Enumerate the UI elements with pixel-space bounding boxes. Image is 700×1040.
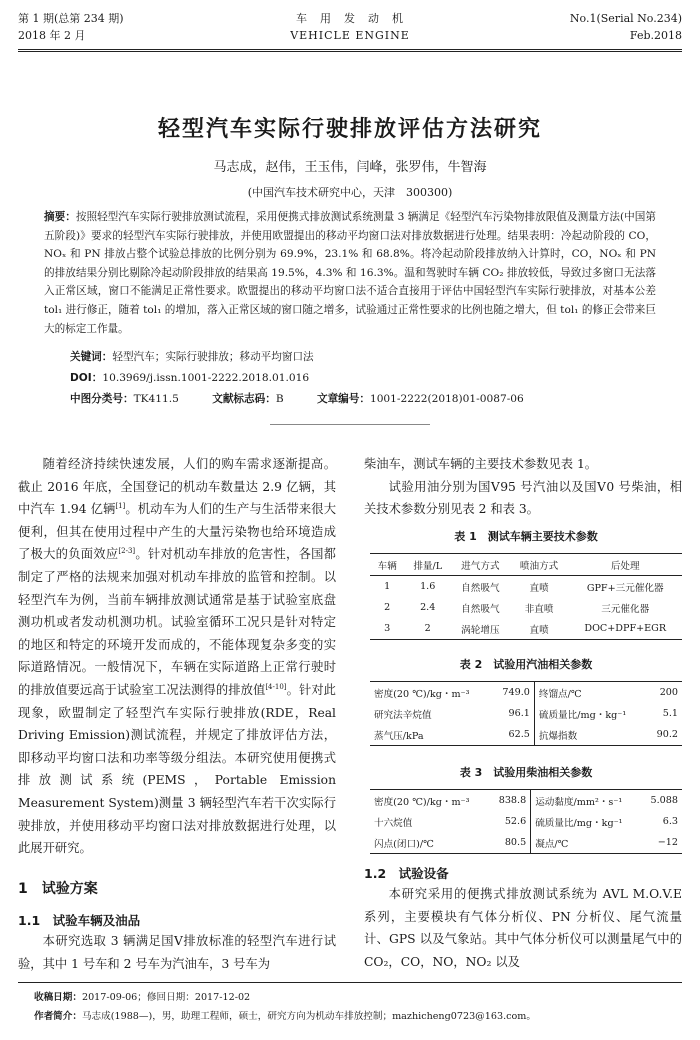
table-3 [370,789,682,854]
fuel-paragraph-text: 试验用油分别为国Ⅴ95 号汽油以及国Ⅴ0 号柴油，相关技术参数分别见表 2 和表 3。 [364,479,682,517]
citation-2: [2-3] [118,547,136,556]
table-cell: 非直喷 [524,603,554,615]
table-1 [370,553,682,640]
table-row [370,832,682,854]
table-cell: 自然吸气 [461,582,500,594]
table-cell: 自然吸气 [461,603,500,615]
issue-date: 2018 年 2 月 [18,29,86,42]
classification [70,392,524,406]
author-bio-text: 马志成(1988—)，男，助理工程师，硕士，研究方向为机动车排放控制；mazhicheng0723@163.com。 [81,1011,536,1022]
table-2-caption: 表 2 试验用汽油相关参数 [459,658,593,671]
table-cell: 80.5 [489,832,530,854]
table-cell: 2 [424,623,431,634]
header-rule-double [18,51,682,52]
table-cell: 5.1 [662,708,678,719]
doc-code-label: 文献标志码： [212,393,276,405]
abstract-text: 按照轻型汽车实际行驶排放测试流程，采用便携式排放测试系统测量 3 辆满足《轻型汽车污染物排放限值及测量方法(中国第五阶段)》要求的轻型汽车实际行驶排放，并使用欧盟提出的移动平均窗口法对排放数据进行处理。结果表明：冷起动阶段的 CO，NOₓ 和 PN 排放占整个试验总排放的比例分别为 69.9%，23.1% 和 68.8%。将冷起动阶段排放纳入计算时，CO，NOₓ 和 PN 的排放结果分别比剔除冷起动阶段排放的结果高 19.5%，4.3% 和 16.3%。温和驾驶时车辆 CO₂ 排放较低，导致过多窗口无法落入正常区域，窗口不能满足正常性要求。欧盟提出的移动平均窗口法不适合直接用于评估中国轻型汽车实际行驶排放，对基本公差 tol₁ 进行修正，随着 tol₁ 的增加，落入正常区域的窗口随之增多，试验通过正常性要求的比例也随之增大，但 tol₁ 的修正会带来巨大的标定工作量。 [44,211,656,335]
abstract-label: 摘要： [44,211,76,223]
table-cell: GPF+三元催化器 [586,582,664,594]
doi-label: DOI： [70,372,103,384]
table-cell: 终馏点/℃ [538,688,582,700]
clc-value: TK411.5 [133,393,179,405]
table-cell: 6.3 [662,816,678,827]
table-row [370,811,682,832]
table-1-header: 排量/L [413,560,443,572]
table-cell: 96.1 [492,703,534,724]
table-cell: 2 [384,602,391,613]
table-cell: 3 [384,623,391,634]
citation-1: [1] [115,502,126,511]
table-cell: DOC+DPF+EGR [584,623,667,634]
table-cell: 1.6 [420,581,436,592]
header-rule [18,49,682,50]
received-dates [34,991,250,1005]
intro-text-3: 。针对机动车排放的危害性，各国都制定了严格的法规来加强对机动车排放的监管和控制。以轻型汽车为例，当前车辆排放测试通常是基于试验室底盘测功机或者发动机测功机。试验室循环工况只是针对特定的地区和特定的环境开发而成的，不能体现复杂多变的实际道路情况。一般情况下，车辆在实际道路上正常行驶时的排放值要远高于试验室工况法测得的排放值 [18,547,336,697]
table-2 [370,681,682,746]
doi-text: 10.3969/j.issn.1001-2222.2018.01.016 [102,372,310,384]
table-cell: −12 [657,837,678,848]
table-1-header-row [370,554,682,576]
table-row [370,576,682,598]
table-cell: 52.6 [489,811,530,832]
intro-text-2: 。机动车为人们的生产与生活带来很大便利，但其在使用过程中产生的大量污染物也给环境造成了极大的负面效应 [18,502,336,562]
table-row [370,790,682,812]
article-number-label: 文章编号： [316,393,370,405]
intro-text-4: 。针对此现象，欧盟制定了轻型汽车实际行驶排放(RDE，Real Driving Emission)测试流程，并规定了排放评估方法，即移动平均窗口法和功率等级分组法。本研究使用便携式排放测试系统(PEMS，Portable Emission Measurement System)测量 3 辆轻型汽车若干次实际行驶排放，并使用移动平均窗口法对排放数据进行处理，以此展开研究。 [18,682,336,856]
table-cell: 直喷 [529,624,549,636]
table-row [370,703,682,724]
keywords [70,350,314,364]
section-heading-1-2: 1.2 试验设备 [364,866,449,881]
vehicle-paragraph [18,930,336,975]
doi [70,371,309,385]
table-cell: 直喷 [529,582,549,594]
table-cell: 1 [384,581,391,592]
intro-text-1: 随着经济持续快速发展，人们的购车需求逐渐提高。截止 2016 年底，全国登记的机动车数量达 2.9 亿辆，其中汽车 1.94 亿辆 [18,457,336,517]
table-cell: 研究法辛烷值 [374,709,432,721]
abstract-separator [270,424,430,425]
vehicle-paragraph-text: 本研究选取 3 辆满足国Ⅴ排放标准的轻型汽车进行试验，其中 1 号车和 2 号车为汽油车，3 号车为 [18,934,336,971]
table-1-header: 进气方式 [461,560,500,572]
table-1-header: 车辆 [377,560,397,572]
table-cell: 抗爆指数 [538,730,578,742]
equipment-paragraph [364,883,682,973]
issue-date-en: Feb.2018 [629,29,682,42]
table-cell: 运动黏度/mm²・s⁻¹ [535,796,623,808]
table-row [370,682,682,704]
table-cell: 涡轮增压 [461,624,500,636]
received-text: 2017-09-06；修回日期：2017-12-02 [81,992,251,1003]
equipment-paragraph-text: 本研究采用的便携式排放测试系统为 AVL M.O.V.E 系列，主要模块有气体分析仪、PN 分析仪、尾气流量计、GPS 以及气象站。其中气体分析仪可以测量尾气中的 CO₂，CO，NO，NO₂ 以及 [364,887,682,969]
paper-title: 轻型汽车实际行驶排放评估方法研究 [157,117,542,142]
table-cell: 2.4 [420,602,436,613]
keywords-text: 轻型汽车；实际行驶排放；移动平均窗口法 [112,351,314,363]
table-row [370,724,682,746]
article-number-value: 1001-2222(2018)01-0087-06 [369,393,524,405]
table-cell: 蒸气压/kPa [374,730,424,742]
author-bio [34,1010,536,1024]
table-cell: 硫质量比/mg・kg⁻¹ [538,709,627,721]
table-cell: 749.0 [492,682,534,704]
citation-3: [4-10] [265,682,287,691]
footnote-rule [18,982,682,983]
author-bio-label: 作者简介： [34,1011,82,1022]
issue-number: 第 1 期(总第 234 期) [18,12,124,25]
table-cell: 凝点/℃ [535,838,569,850]
serial-number: No.1(Serial No.234) [569,12,682,25]
doc-code-value: B [275,393,284,405]
table-cell: 密度(20 ℃)/kg・m⁻³ [374,688,470,700]
table-row [370,618,682,640]
running-header [0,0,700,56]
table-cell: 838.8 [489,790,530,812]
section-heading-1-1: 1.1 试验车辆及油品 [18,913,141,928]
table-3-caption: 表 3 试验用柴油相关参数 [459,766,593,779]
clc-label: 中图分类号： [70,393,134,405]
journal-name-cn: 车 用 发 动 机 [296,12,404,25]
abstract [44,208,656,338]
vehicle-paragraph-cont-text: 柴油车，测试车辆的主要技术参数见表 1。 [364,457,598,471]
section-heading-1: 1 试验方案 [18,881,98,897]
intro-paragraph [18,453,336,860]
table-cell: 62.5 [492,724,534,746]
table-cell: 90.2 [656,729,678,740]
keywords-label: 关键词： [70,351,113,363]
table-1-header: 后处理 [610,560,640,572]
table-cell: 密度(20 ℃)/kg・m⁻³ [374,796,470,808]
table-1-header: 喷油方式 [519,560,559,572]
table-row [370,597,682,618]
table-cell: 十六烷值 [374,817,413,829]
table-cell: 5.088 [650,795,678,806]
table-cell: 200 [659,687,678,698]
table-cell: 三元催化器 [601,603,650,615]
received-label: 收稿日期： [34,992,82,1003]
table-1-caption: 表 1 测试车辆主要技术参数 [454,530,598,543]
author-list: 马志成，赵伟，王玉伟，闫峰，张罗伟，牛智海 [213,160,487,175]
table-cell: 硫质量比/mg・kg⁻¹ [535,817,623,829]
vehicle-paragraph-continued [364,453,682,521]
affiliation: (中国汽车技术研究中心，天津 300300) [247,186,453,199]
journal-name-en: VEHICLE ENGINE [290,29,410,42]
table-cell: 闪点(闭口)/℃ [374,838,434,850]
